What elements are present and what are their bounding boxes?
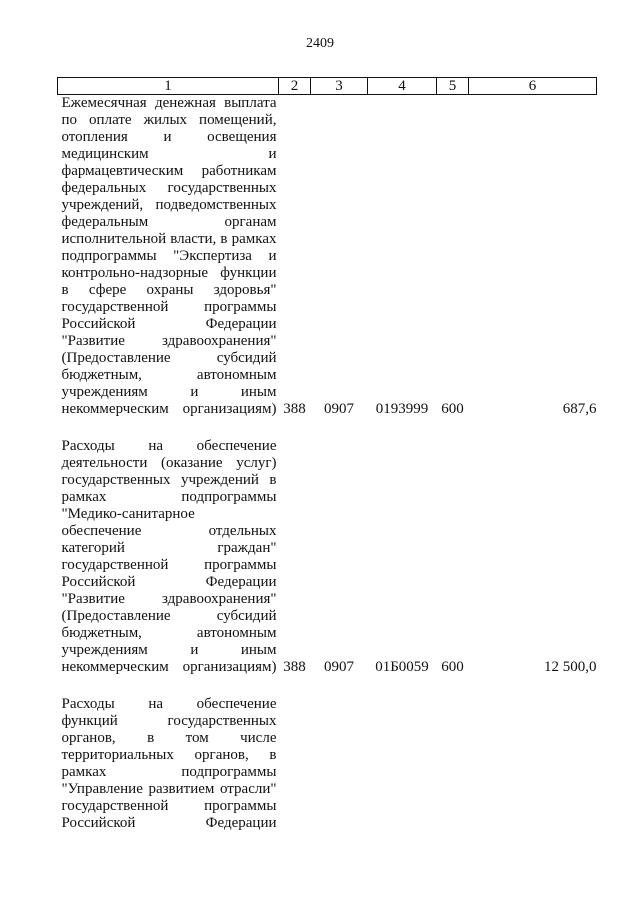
description-line: медицинским и [61,146,277,162]
description-line: исполнительной власти, в рамках [61,231,277,247]
description-line: учреждений, подведомственных [61,197,277,213]
target-code [368,696,437,832]
description-line: некоммерческим организациям) [61,401,277,417]
header-col-2: 2 [279,78,311,95]
description-line: учреждениям и иным [61,642,277,658]
description-line: "Медико-санитарное [61,506,195,522]
description-line: Расходы на обеспечение [61,438,277,454]
amount-value: 12 500,0 [544,659,597,675]
ministry-code [279,696,311,832]
description-line: подпрограммы "Экспертиза и [61,248,277,264]
description-line: Российской Федерации [61,815,277,831]
table-header-row [58,78,597,95]
description-line: по оплате жилых помещений, [61,112,277,128]
description-line: Российской Федерации [61,574,277,590]
description-line: Ежемесячная денежная выплата [61,95,277,111]
description-line: бюджетным, автономным [61,625,277,641]
description-line: "Управление развитием отрасли" [61,781,277,797]
description-line: учреждениям и иным [61,384,277,400]
row-description [58,696,279,832]
description-line: обеспечение отдельных [61,523,277,539]
header-col-3: 3 [311,78,368,95]
description-line: рамках подпрограммы [61,764,277,780]
row-spacer [58,676,597,696]
amount-value [469,696,597,832]
expense-type-code [437,696,469,832]
description-line: федеральных государственных [61,180,277,196]
description-line: Расходы на обеспечение [61,696,277,712]
description-line: органов, в том числе [61,730,277,746]
description-line: федеральным органам [61,214,277,230]
header-col-6: 6 [469,78,597,95]
target-code: 01Б0059 [375,659,429,675]
description-line: государственной программы [61,557,277,573]
description-line: Российской Федерации [61,316,277,332]
description-line: контрольно-надзорные функции [61,265,277,281]
ministry-code: 388 [283,401,306,417]
header-col-4: 4 [368,78,437,95]
section-code: 0907 [324,659,354,675]
description-line: рамках подпрограммы [61,489,277,505]
description-line: категорий граждан" [61,540,277,556]
row-description [58,438,279,676]
section-code [311,696,368,832]
description-line: бюджетным, автономным [61,367,277,383]
description-line: территориальных органов, в [61,747,277,763]
row-description [58,95,279,419]
description-line: государственной программы [61,798,277,814]
description-line: некоммерческим организациям) [61,659,277,675]
row-spacer [58,418,597,438]
table-row [58,696,597,832]
description-line: "Развитие здравоохранения" [61,333,277,349]
target-code: 0193999 [375,401,429,417]
budget-table [57,77,597,832]
table-row [58,438,597,676]
section-code: 0907 [324,401,354,417]
description-line: деятельности (оказание услуг) [61,455,277,471]
expense-type-code: 600 [441,659,464,675]
description-line: "Развитие здравоохранения" [61,591,277,607]
table-row [58,95,597,419]
ministry-code: 388 [283,659,306,675]
expense-type-code: 600 [441,401,464,417]
description-line: отопления и освещения [61,129,277,145]
page-number: 2409 [306,36,334,51]
description-line: государственных учреждений в [61,472,277,488]
header-col-1: 1 [58,78,279,95]
description-line: (Предоставление субсидий [61,608,277,624]
description-line: функций государственных [61,713,277,729]
description-line: (Предоставление субсидий [61,350,277,366]
amount-value: 687,6 [562,401,597,417]
description-line: в сфере охраны здоровья" [61,282,277,298]
description-line: государственной программы [61,299,277,315]
description-line: фармацевтическим работникам [61,163,277,179]
header-col-5: 5 [437,78,469,95]
